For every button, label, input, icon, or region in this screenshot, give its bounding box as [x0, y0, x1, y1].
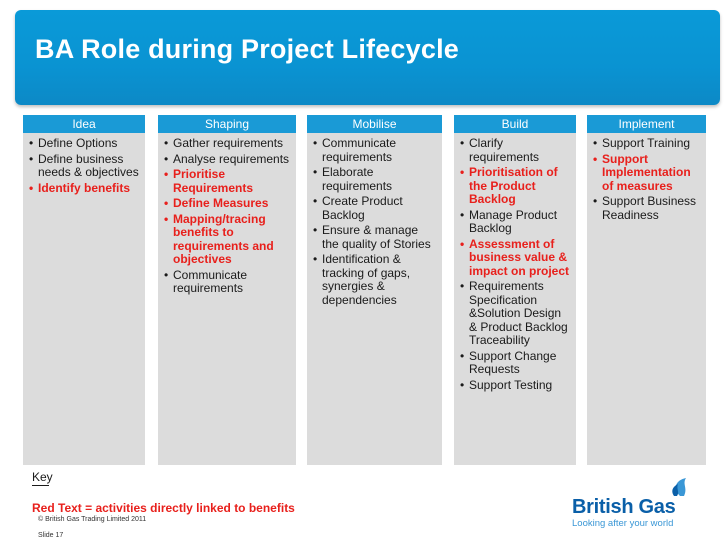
bullet-point-icon: • — [460, 236, 465, 251]
bullet-point-icon: • — [29, 136, 34, 150]
bullet-text: Identification & tracking of gaps, synergies & dependencies — [322, 252, 411, 307]
logo-tagline: Looking after your world — [572, 518, 674, 529]
british-gas-logo — [568, 478, 708, 534]
column-header: Shaping — [158, 115, 296, 133]
bullet-text: Define Measures — [173, 196, 269, 210]
bullet-item — [29, 153, 139, 180]
bullet-item — [164, 137, 290, 151]
bullet-text: Identify benefits — [38, 180, 131, 195]
column-idea — [23, 115, 145, 465]
bullet-item — [593, 195, 700, 222]
bullet-point-icon: • — [164, 211, 169, 226]
bullet-item — [460, 137, 570, 164]
bullet-text: Prioritisation of the Product Backlog — [469, 165, 558, 206]
bullet-item — [313, 137, 436, 164]
bullet-item — [460, 379, 570, 393]
bullet-text: Communicate requirements — [322, 136, 397, 164]
bullet-item — [593, 137, 700, 151]
bullet-text: Define Options — [38, 136, 118, 150]
column-shaping — [158, 115, 296, 465]
bullet-point-icon: • — [460, 207, 465, 222]
column-header: Idea — [23, 115, 145, 133]
bullet-item — [313, 253, 436, 307]
bullet-point-icon: • — [29, 180, 34, 195]
bullet-text: Support Training — [602, 136, 691, 150]
bullet-text: Support Testing — [469, 377, 553, 392]
bullet-item — [593, 153, 700, 194]
bullet-text: Create Product Backlog — [322, 194, 403, 222]
bullet-item — [460, 238, 570, 279]
bullet-text: Support Change Requests — [469, 348, 557, 376]
bullet-item — [164, 269, 290, 296]
bullet-point-icon: • — [313, 194, 318, 208]
column-header: Mobilise — [307, 115, 442, 133]
bullet-point-icon: • — [164, 196, 169, 210]
bullet-item — [460, 280, 570, 348]
bullet-point-icon: • — [29, 151, 34, 166]
bullet-text: Mapping/tracing benefits to requirements and objectives — [173, 211, 274, 266]
bullet-point-icon: • — [460, 348, 465, 363]
column-body — [587, 133, 706, 222]
bullet-item — [164, 168, 290, 195]
slide-title: BA Role during Project Lifecycle — [35, 34, 459, 64]
column-header: Implement — [587, 115, 706, 133]
bullet-text: Manage Product Backlog — [469, 207, 558, 235]
column-body — [307, 133, 442, 307]
bullet-point-icon: • — [164, 267, 169, 282]
bullet-item — [460, 166, 570, 207]
bullet-point-icon: • — [313, 252, 318, 266]
bullet-point-icon: • — [460, 136, 465, 150]
column-body — [454, 133, 576, 392]
bullet-text: Prioritise Requirements — [173, 167, 254, 195]
title-bar — [15, 10, 720, 105]
bullet-item — [29, 137, 139, 151]
column-body — [23, 133, 145, 195]
bullet-item — [313, 195, 436, 222]
bullet-item — [164, 197, 290, 211]
bullet-text: Communicate requirements — [173, 267, 248, 295]
column-body — [158, 133, 296, 296]
bullet-text: Ensure & manage the quality of Stories — [322, 223, 431, 251]
bullet-point-icon: • — [593, 136, 598, 150]
bullet-text: Analyse requirements — [173, 151, 290, 166]
bullet-point-icon: • — [593, 194, 598, 208]
bullet-point-icon: • — [313, 165, 318, 179]
column-header: Build — [454, 115, 576, 133]
bullet-item — [460, 350, 570, 377]
bullet-item — [313, 224, 436, 251]
column-build — [454, 115, 576, 465]
bullet-point-icon: • — [460, 279, 465, 293]
bullet-point-icon: • — [313, 136, 318, 150]
bullet-text: Elaborate requirements — [322, 165, 393, 193]
bullet-text: Clarify requirements — [469, 136, 540, 164]
key-text: Red Text = activities directly linked to benefits — [32, 501, 295, 515]
column-mobilise — [307, 115, 442, 465]
bullet-text: Support Implementation of measures — [602, 151, 691, 193]
bullet-point-icon: • — [164, 136, 169, 150]
bullet-text: Define business needs & objectives — [38, 151, 139, 179]
bullet-point-icon: • — [164, 151, 169, 166]
bullet-text: Requirements Specification &Solution Design & Product Backlog Traceability — [469, 279, 568, 347]
key-label: Key — [32, 470, 53, 484]
bullet-point-icon: • — [313, 223, 318, 237]
bullet-point-icon: • — [460, 377, 465, 392]
bullet-point-icon: • — [460, 165, 465, 179]
bullet-point-icon: • — [164, 167, 169, 181]
bullet-item — [29, 182, 139, 196]
slide-number: Slide 17 — [38, 532, 64, 539]
bullet-point-icon: • — [593, 151, 598, 166]
copyright-text: © British Gas Trading Limited 2011 — [38, 516, 147, 523]
logo-name: British Gas — [572, 496, 676, 518]
bullet-item — [164, 213, 290, 267]
bullet-text: Support Business Readiness — [602, 194, 697, 222]
column-implement — [587, 115, 706, 465]
bullet-item — [313, 166, 436, 193]
bullet-item — [164, 153, 290, 167]
key-underline — [32, 485, 49, 486]
bullet-item — [460, 209, 570, 236]
bullet-text: Assessment of business value & impact on project — [469, 236, 570, 278]
bullet-text: Gather requirements — [173, 136, 284, 150]
